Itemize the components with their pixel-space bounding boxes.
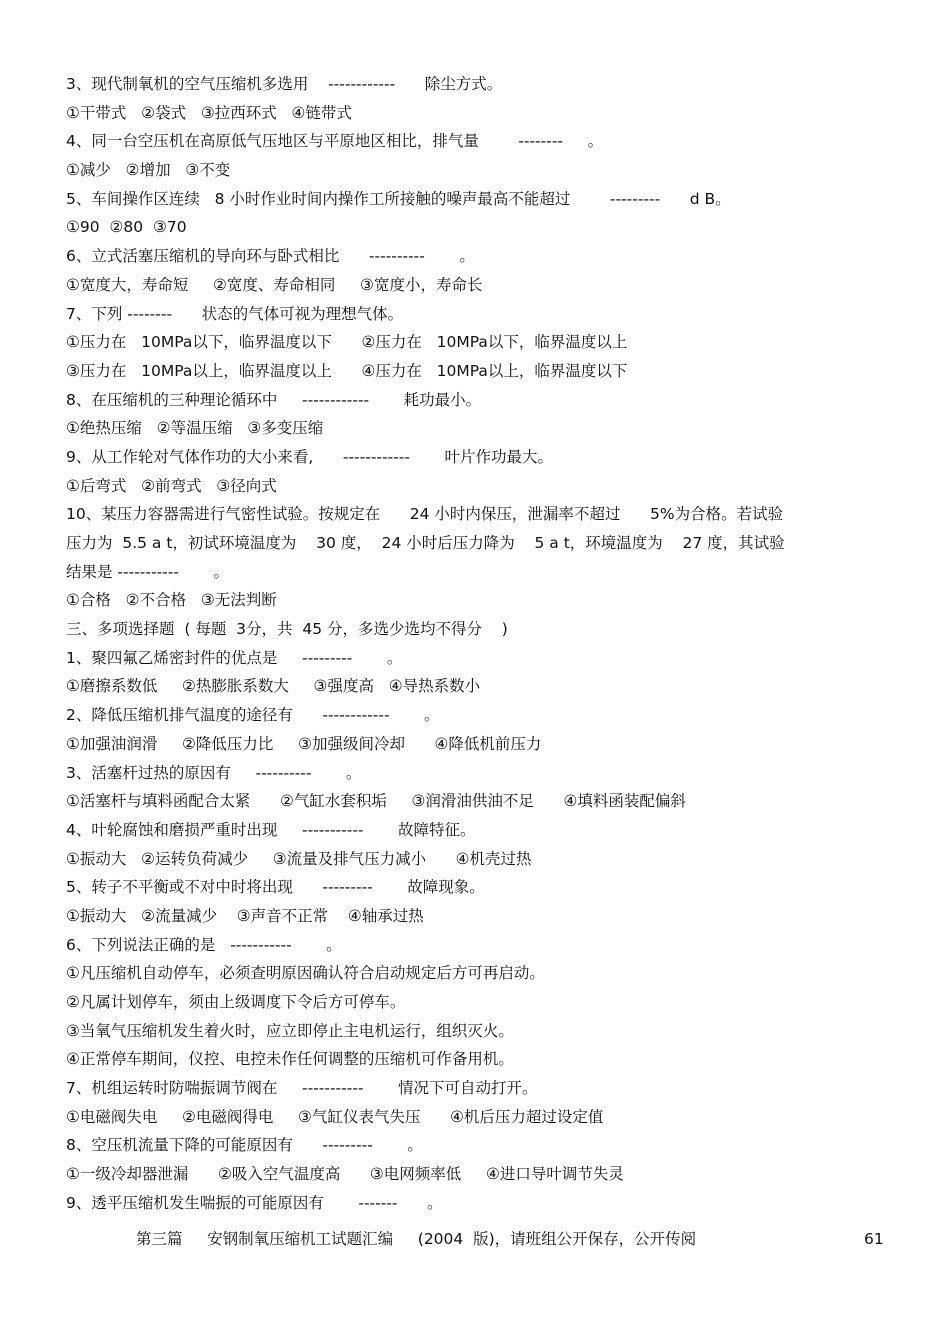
page-number: 61: [864, 1230, 884, 1248]
text-line: ①宽度大，寿命短 ②宽度、寿命相同 ③宽度小，寿命长: [66, 275, 483, 294]
text-line: ①凡压缩机自动停车，必须查明原因确认符合启动规定后方可再启动。: [66, 964, 545, 983]
text-line: ③压力在 10MPa以上，临界温度以上 ④压力在 10MPa以上，临界温度以下: [66, 361, 628, 380]
question-list: [66, 70, 886, 1218]
text-line: ①减少 ②增加 ③不变: [66, 161, 231, 180]
text-line: ①一级冷却器泄漏 ②吸入空气温度高 ③电网频率低 ④进口导叶调节失灵: [66, 1165, 624, 1184]
text-line: 9、从工作轮对气体作功的大小来看, ------------ 叶片作功最大。: [66, 447, 553, 466]
text-line: 10、某压力容器需进行气密性试验。按规定在 24 小时内保压，泄漏率不超过 5%为合格。若试验: [66, 505, 784, 524]
text-line: 5、转子不平衡或不对中时将出现 --------- 故障现象。: [66, 878, 485, 897]
text-line: ①后弯式 ②前弯式 ③径向式: [66, 476, 277, 495]
text-line: ①磨擦系数低 ②热膨胀系数大 ③强度高 ④导热系数小: [66, 677, 481, 696]
text-line: 7、机组运转时防喘振调节阀在 ----------- 情况下可自动打开。: [66, 1079, 538, 1098]
text-line: 2、降低压缩机排气温度的途径有 ------------ 。: [66, 706, 440, 725]
text-line: 4、同一台空压机在高原低气压地区与平原地区相比，排气量 -------- 。: [66, 132, 604, 151]
text-line: 6、下列说法正确的是 ----------- 。: [66, 935, 342, 954]
text-line: ①90 ②80 ③70: [66, 218, 187, 237]
text-line: 3、活塞杆过热的原因有 ---------- 。: [66, 763, 362, 782]
text-line: 三、多项选择题 ( 每题 3分，共 45 分，多选少选均不得分 ): [66, 620, 508, 639]
text-line: ④正常停车期间，仪控、电控未作任何调整的压缩机可作备用机。: [66, 1050, 514, 1069]
page-footer: [0, 1226, 950, 1252]
text-line: ①加强油润滑 ②降低压力比 ③加强级间冷却 ④降低机前压力: [66, 734, 542, 753]
text-line: ①电磁阀失电 ②电磁阀得电 ③气缸仪表气失压 ④机后压力超过设定值: [66, 1107, 604, 1126]
footer-text: 第三篇 安钢制氧压缩机工试题汇编 (2004 版)，请班组公开保存，公开传阅: [136, 1230, 697, 1248]
text-line: 3、现代制氧机的空气压缩机多选用 ------------ 除尘方式。: [66, 75, 503, 93]
text-line: ①振动大 ②运转负荷减少 ③流量及排气压力减小 ④机壳过热: [66, 849, 532, 868]
text-line: ②凡属计划停车，须由上级调度下令后方可停车。: [66, 993, 406, 1011]
text-line: 5、车间操作区连续 8 小时作业时间内操作工所接触的噪声最高不能超过 --------- d B。: [66, 189, 731, 208]
text-line: 4、叶轮腐蚀和磨损严重时出现 ----------- 故障特征。: [66, 820, 476, 839]
text-line: ①压力在 10MPa以下，临界温度以下 ②压力在 10MPa以下，临界温度以上: [66, 333, 628, 352]
text-line: 6、立式活塞压缩机的导向环与卧式相比 ---------- 。: [66, 247, 475, 266]
text-line: 压力为 5.5 a t，初试环境温度为 30 度， 24 小时后压力降为 5 a t，环境温度为 27 度，其试验: [66, 534, 785, 552]
text-line: ①合格 ②不合格 ③无法判断: [66, 591, 277, 610]
text-line: 7、下列 -------- 状态的气体可视为理想气体。: [66, 304, 404, 323]
text-line: 8、在压缩机的三种理论循环中 ------------ 耗功最小。: [66, 390, 482, 409]
text-line: 1、聚四氟乙烯密封件的优点是 --------- 。: [66, 648, 403, 667]
text-line: 9、透平压缩机发生喘振的可能原因有 ------- 。: [66, 1193, 443, 1212]
text-line: ①绝热压缩 ②等温压缩 ③多变压缩: [66, 419, 324, 438]
text-line: 结果是 ----------- 。: [66, 562, 229, 581]
text-line: ③当氧气压缩机发生着火时，应立即停止主电机运行，组织灭火。: [66, 1021, 514, 1040]
text-line: ①振动大 ②流量减少 ③声音不正常 ④轴承过热: [66, 906, 424, 925]
text-line: ①干带式 ②袋式 ③拉西环式 ④链带式: [66, 103, 352, 122]
text-line: 8、空压机流量下降的可能原因有 --------- 。: [66, 1136, 423, 1155]
text-line: ①活塞杆与填料函配合太紧 ②气缸水套积垢 ③润滑油供油不足 ④填料函装配偏斜: [66, 792, 686, 811]
